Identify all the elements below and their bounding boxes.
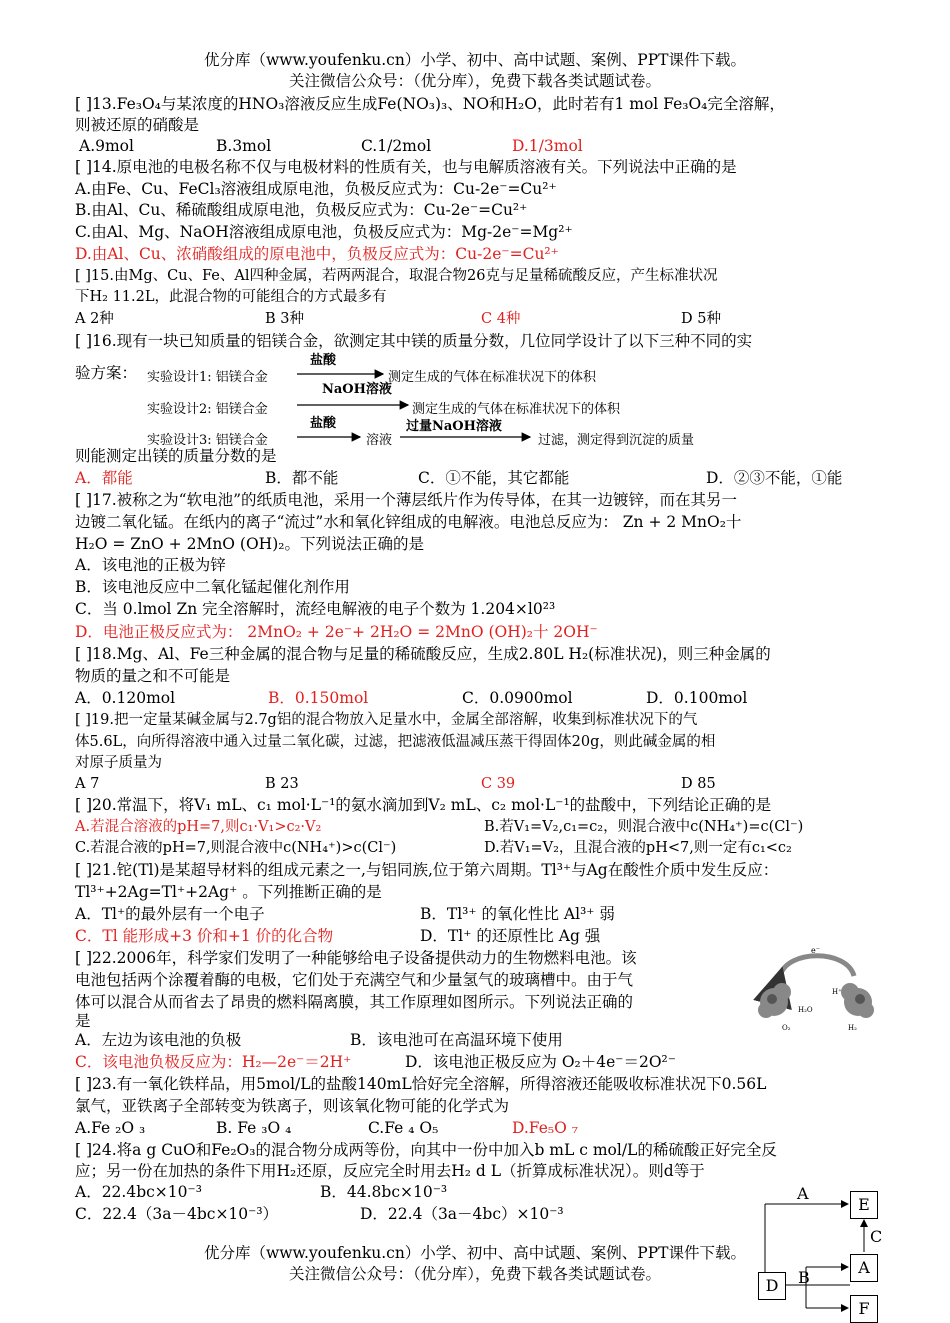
q15-stem-2: 下H₂ 11.2L，此混合物的可能组合的方式最多有 <box>75 289 387 305</box>
q19-stem-2: 体5.6L，向所得溶液中通入过量二氧化碳，过滤，把滤液低温减压蒸干得固体20g，则此碱金属的相 <box>75 734 716 750</box>
q17-stem-2: 边镀二氧化锰。在纸内的离子“流过”水和氧化锌组成的电解液。电池总反应为： Zn + 2 MnO₂十 <box>75 513 742 531</box>
q24-option-b: B．44.8bc×10⁻³ <box>320 1183 448 1201</box>
proton-label: H⁺ <box>832 988 842 996</box>
fuel-cell-diagram <box>752 944 882 1036</box>
edge-label-b: B <box>798 1268 810 1287</box>
q24-option-d: D．22.4（3a－4bc）×10⁻³ <box>360 1205 564 1223</box>
q18-stem-2: 物质的量之和不可能是 <box>75 667 231 685</box>
q19-option-c: C 39 <box>481 776 516 792</box>
q19-option-a: A 7 <box>75 776 100 792</box>
q21-stem: [ ]21.铊(Tl)是某超导材料的组成元素之一,与铝同族,位于第六周期。Tl³⁺与Ag在酸性介质中发生反应： <box>75 861 779 879</box>
q22-option-a: A．左边为该电池的负极 <box>75 1031 242 1049</box>
q19-stem-3: 对原子质量为 <box>75 755 162 771</box>
design-2-result: 测定生成的气体在标准状况下的体积 <box>412 402 621 417</box>
q19-option-b: B 23 <box>265 776 299 792</box>
q17-stem: [ ]17.被称之为“软电池”的纸质电池，采用一个薄层纸片作为传导体，在其一边镀锌，而在其另一 <box>75 491 738 509</box>
q21-option-a: A．Tl⁺的最外层有一个电子 <box>75 905 265 923</box>
q22-option-d: D．该电池正极反应为 O₂＋4e⁻＝2O²⁻ <box>405 1053 676 1071</box>
q24-stem: [ ]24.将a g CuO和Fe₂O₃的混合物分成两等份，向其中一份中加入b mL c mol/L的稀硫酸正好完全反 <box>75 1141 777 1159</box>
q23-stem: [ ]23.有一氧化铁样品，用5mol/L的盐酸140mL恰好完全溶解，所得溶液还能吸收标准状况下0.56L <box>75 1075 767 1093</box>
flow-diagram <box>750 1182 900 1322</box>
edge-label-c: C <box>870 1227 883 1246</box>
q23-stem-2: 氯气，亚铁离子全部转变为铁离子，则该氧化物可能的化学式为 <box>75 1097 510 1115</box>
footer-line-1: 优分库（www.youfenku.cn）小学、初中、高中试题、案例、PPT课件下载。 <box>203 1244 747 1262</box>
hydrogen-label: H₂ <box>848 1024 857 1032</box>
q16-option-c: C．①不能，其它都能 <box>418 469 570 487</box>
design-3-result: 过滤，测定得到沉淀的质量 <box>538 433 695 448</box>
reaction-arrows <box>0 0 950 460</box>
design-2-reagent: NaOH溶液 <box>322 382 392 397</box>
q15-option-c: C 4种 <box>481 311 521 327</box>
fuel-cell-figure <box>752 944 882 1036</box>
node-f: F <box>850 1295 878 1323</box>
design-3-label: 实验设计3: 铝镁合金 <box>147 433 268 448</box>
q17-option-c: C．当 0.lmol Zn 完全溶解时，流经电解液的电子个数为 1.204×l0²³ <box>75 600 556 618</box>
water-label: H₂O <box>798 1006 813 1014</box>
q16-option-b: B．都不能 <box>265 469 339 487</box>
q16-option-a: A．都能 <box>75 469 133 487</box>
q23-option-a: A.Fe ₂O ₃ <box>75 1119 146 1137</box>
q18-option-c: C．0.0900mol <box>462 689 573 707</box>
edge-label-a: A <box>797 1184 809 1203</box>
q15-option-a: A 2种 <box>75 311 114 327</box>
q16-stem: [ ]16.现有一块已知质量的铝镁合金，欲测定其中镁的质量分数，几位同学设计了以下三种不同的实 <box>75 332 753 350</box>
q24-option-a: A．22.4bc×10⁻³ <box>75 1183 202 1201</box>
q14-option-d: D.由Al、Cu、浓硝酸组成的原电池中，负极反应式为：Cu-2e⁻=Cu²⁺ <box>75 245 559 263</box>
q19-option-d: D 85 <box>681 776 716 792</box>
q20-option-a: A.若混合溶液的pH=7,则c₁·V₁>c₂·V₂ <box>75 819 322 835</box>
q21-option-d: D．Tl⁺ 的还原性比 Ag 强 <box>420 927 601 945</box>
q14-option-c: C.由Al、Mg、NaOH溶液组成原电池，负极反应式为：Mg-2e⁻=Mg²⁺ <box>75 223 573 241</box>
q18-option-d: D．0.100mol <box>646 689 748 707</box>
design-3-reagent-1: 盐酸 <box>310 416 337 431</box>
q18-option-a: A．0.120mol <box>75 689 176 707</box>
q23-option-c: C.Fe ₄ O₅ <box>368 1119 439 1137</box>
q21-option-c: C．Tl 能形成+3 价和+1 价的化合物 <box>75 927 334 945</box>
q13-option-b: B.3mol <box>216 137 272 155</box>
q14-option-b: B.由Al、Cu、稀硫酸组成原电池，负极反应式为：Cu-2e⁻=Cu²⁺ <box>75 201 528 219</box>
q24-option-c: C．22.4（3a－4bc×10⁻³） <box>75 1205 279 1223</box>
oxygen-label: O₂ <box>782 1024 791 1032</box>
q18-stem: [ ]18.Mg、Al、Fe三种金属的混合物与足量的稀硫酸反应，生成2.80L H₂(标准状况)，则三种金属的 <box>75 645 771 663</box>
q15-option-b: B 3种 <box>265 311 304 327</box>
q23-option-b: B. Fe ₃O ₄ <box>216 1119 292 1137</box>
q14-option-a: A.由Fe、Cu、FeCl₃溶液组成原电池，负极反应式为：Cu-2e⁻=Cu²⁺ <box>75 180 557 198</box>
q13-option-a: A.9mol <box>79 137 134 155</box>
q22-stem-4: 是 <box>75 1012 91 1030</box>
q19-stem: [ ]19.把一定量某碱金属与2.7g铝的混合物放入足量水中，金属全部溶解，收集到标准状况下的气 <box>75 712 698 728</box>
design-1-reagent: 盐酸 <box>310 353 337 368</box>
q20-option-d: D.若V₁=V₂，且混合液的pH<7,则一定有c₁<c₂ <box>484 840 792 856</box>
q14-stem: [ ]14.原电池的电极名称不仅与电极材料的性质有关，也与电解质溶液有关。下列说法中正确的是 <box>75 158 737 176</box>
q13-option-c: C.1/2mol <box>361 137 432 155</box>
node-a: A <box>850 1254 878 1282</box>
electron-label: e⁻ <box>811 946 820 955</box>
q23-option-d: D.Fe₅O ₇ <box>512 1119 578 1137</box>
q24-stem-2: 应；另一份在加热的条件下用H₂还原，反应完全时用去H₂ d L（折算成标准状况）。则d等于 <box>75 1162 705 1180</box>
node-e: E <box>850 1191 878 1219</box>
q20-stem: [ ]20.常温下，将V₁ mL、c₁ mol·L⁻¹的氨水滴加到V₂ mL、c₂ mol·L⁻¹的盐酸中，下列结论正确的是 <box>75 796 772 814</box>
design-1-result: 测定生成的气体在标准状况下的体积 <box>388 370 597 385</box>
q20-option-b: B.若V₁=V₂,c₁=c₂，则混合液中c(NH₄⁺)=c(Cl⁻) <box>484 819 804 835</box>
q22-stem-2: 电池包括两个涂覆着酶的电极，它们处于充满空气和少量氢气的玻璃槽中。由于气 <box>75 971 634 989</box>
node-d: D <box>758 1272 786 1300</box>
q22-stem: [ ]22.2006年，科学家们发明了一种能够给电子设备提供动力的生物燃料电池。该 <box>75 949 637 967</box>
q15-option-d: D 5种 <box>681 311 721 327</box>
q20-option-c: C.若混合液的pH=7,则混合液中c(NH₄⁺)>c(Cl⁻) <box>75 840 397 856</box>
design-3-intermediate: 溶液 <box>366 433 393 448</box>
q13-option-d: D.1/3mol <box>512 137 583 155</box>
design-3-reagent-2: 过量NaOH溶液 <box>406 419 502 434</box>
q15-stem: [ ]15.由Mg、Cu、Fe、Al四种金属，若两两混合，取混合物26克与足量稀硫酸反应，产生标准状况 <box>75 268 718 284</box>
footer-line-2: 关注微信公众号：（优分库），免费下载各类试题试卷。 <box>288 1265 661 1283</box>
design-2-label: 实验设计2: 铝镁合金 <box>147 402 268 417</box>
q13-stem-2: 则被还原的硝酸是 <box>75 116 200 134</box>
q18-option-b: B．0.150mol <box>268 689 369 707</box>
q21-option-b: B．Tl³⁺ 的氧化性比 Al³⁺ 弱 <box>420 905 615 923</box>
q16-stem-2: 验方案： <box>75 364 138 382</box>
q22-stem-3: 体可以混合从而省去了昂贵的燃料隔离膜，其工作原理如图所示。下列说法正确的 <box>75 993 634 1011</box>
q17-option-b: B．该电池反应中二氧化锰起催化剂作用 <box>75 578 350 596</box>
q16-option-d: D．②③不能，①能 <box>706 469 843 487</box>
q17-option-d: D．电池正极反应式为： 2MnO₂ + 2e⁻+ 2H₂O = 2MnO (OH)₂十 2OH⁻ <box>75 623 598 641</box>
q21-stem-2: Tl³⁺+2Ag=Tl⁺+2Ag⁺ 。下列推断正确的是 <box>75 883 382 901</box>
q22-option-c: C．该电池负极反应为：H₂—2e⁻＝2H⁺ <box>75 1053 352 1071</box>
q13-stem: [ ]13.Fe₃O₄与某浓度的HNO₃溶液反应生成Fe(NO₃)₃、NO和H₂O，此时若有1 mol Fe₃O₄完全溶解， <box>75 95 785 113</box>
header-line-1: 优分库（www.youfenku.cn）小学、初中、高中试题、案例、PPT课件下载。 <box>203 51 747 69</box>
q22-option-b: B．该电池可在高温环境下使用 <box>350 1031 563 1049</box>
design-1-label: 实验设计1: 铝镁合金 <box>147 370 268 385</box>
header-line-2: 关注微信公众号：（优分库），免费下载各类试题试卷。 <box>288 72 661 90</box>
q17-stem-3: H₂O = ZnO + 2MnO (OH)₂。下列说法正确的是 <box>75 535 424 553</box>
q17-option-a: A．该电池的正极为锌 <box>75 556 226 574</box>
q16-stem-3: 则能测定出镁的质量分数的是 <box>75 447 277 465</box>
